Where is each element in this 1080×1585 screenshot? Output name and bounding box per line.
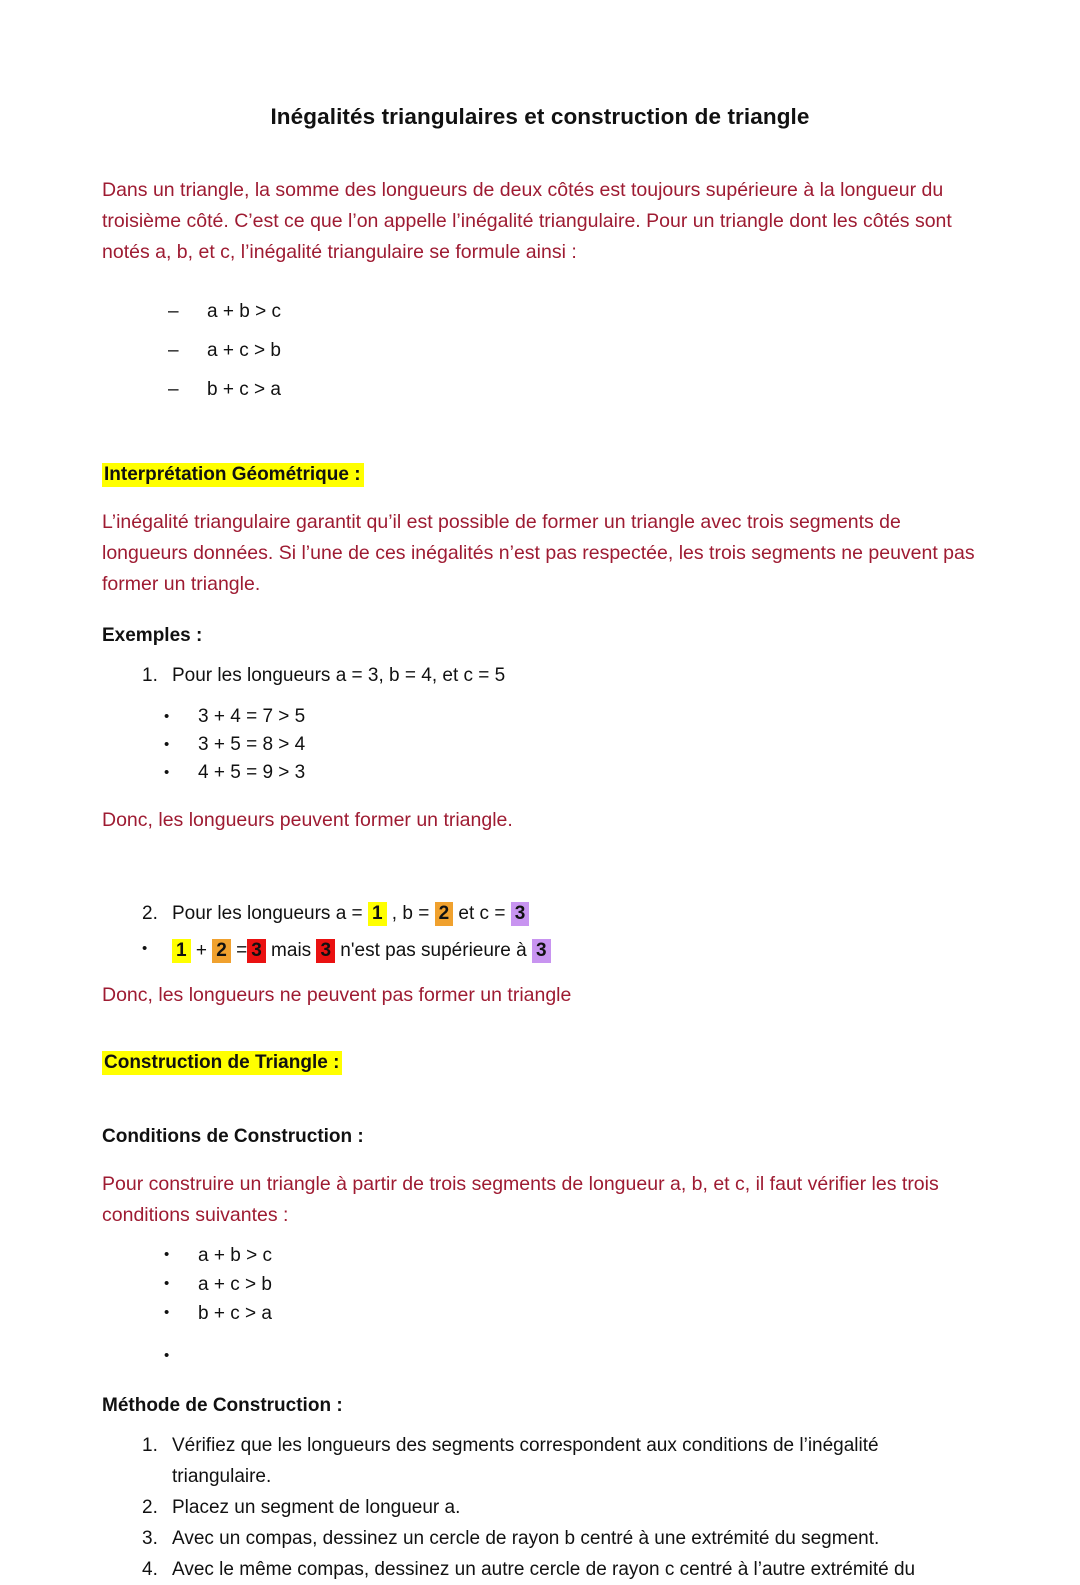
bullet-marker: • (164, 1304, 170, 1321)
examples-label: Exemples : (102, 625, 203, 646)
bullet-marker: • (164, 764, 170, 781)
check-op-plus: + (190, 940, 213, 961)
geometric-section (102, 461, 978, 1011)
list-item (168, 335, 978, 366)
check-op-eq: = (230, 940, 248, 961)
list-item-label: 3 + 4 = 7 > 5 (198, 706, 306, 727)
list-item (142, 1492, 978, 1523)
number-marker: 2. (142, 903, 158, 924)
list-item (142, 1554, 978, 1585)
example1-checks (164, 703, 978, 787)
number-marker: 1. (142, 1435, 158, 1456)
example2-label (172, 898, 978, 929)
method-steps-list (142, 1430, 978, 1585)
check-value-5: 3 (532, 939, 551, 963)
bullet-marker: • (142, 940, 148, 957)
list-item-label: Avec le même compas, dessinez un autre cercle de rayon c centré à l’autre extrémité du (172, 1559, 916, 1580)
bullet-marker: • (164, 1246, 170, 1263)
conditions-list (164, 1241, 978, 1370)
list-item (142, 935, 978, 966)
list-item (164, 1241, 978, 1270)
example2-check-label (172, 935, 978, 966)
section-heading-construction-label: Construction de Triangle : (102, 1051, 342, 1075)
conditions-heading: Conditions de Construction : (102, 1126, 364, 1147)
example2-list (142, 898, 978, 929)
list-item (142, 660, 978, 691)
bullet-marker: • (164, 1347, 170, 1364)
list-item-label: a + b > c (207, 301, 281, 322)
list-item-label: Avec un compas, dessinez un cercle de rayon b centré à une extrémité du segment. (172, 1528, 880, 1549)
example1-label: Pour les longueurs a = 3, b = 4, et c = 5 (172, 665, 506, 686)
example2-lead: Pour les longueurs a = (172, 903, 368, 924)
bullet-marker: • (164, 736, 170, 753)
list-item-label: a + b > c (198, 1245, 272, 1266)
section-heading-geometric (102, 461, 978, 489)
number-marker: 4. (142, 1559, 158, 1580)
example2-check (142, 935, 978, 966)
bullet-marker: • (164, 1275, 170, 1292)
value-a-highlight: 1 (368, 902, 387, 926)
list-item (168, 296, 978, 327)
check-value-2: 2 (212, 939, 231, 963)
number-marker: 3. (142, 1528, 158, 1549)
document-content (102, 0, 978, 1585)
construction-section (102, 1049, 978, 1585)
list-item (164, 731, 978, 759)
list-item-label: 4 + 5 = 9 > 3 (198, 762, 306, 783)
example2-mid1: , b = (386, 903, 435, 924)
list-item-label: Placez un segment de longueur a. (172, 1497, 461, 1518)
examples-list (142, 660, 978, 691)
bullet-marker: • (164, 708, 170, 725)
section-heading-construction (102, 1049, 978, 1077)
example2-mid2: et c = (453, 903, 511, 924)
list-item (142, 1430, 978, 1492)
dash-marker: – (168, 340, 179, 361)
section-heading-geometric-label: Interprétation Géométrique : (102, 463, 364, 487)
number-marker: 1. (142, 665, 158, 686)
list-item-label: 3 + 5 = 8 > 4 (198, 734, 306, 755)
list-item (142, 1523, 978, 1554)
dash-marker: – (168, 301, 179, 322)
list-item-label: a + c > b (198, 1274, 272, 1295)
check-tail: n'est pas supérieure à (335, 940, 532, 961)
example1-conclusion: Donc, les longueurs peuvent former un triangle. (102, 809, 513, 831)
value-b-highlight: 2 (435, 902, 454, 926)
method-heading: Méthode de Construction : (102, 1395, 343, 1416)
page-title: Inégalités triangulaires et construction de triangle (270, 104, 810, 129)
check-value-3: 3 (247, 939, 266, 963)
intro-paragraph: Dans un triangle, la somme des longueurs de deux côtés est toujours supérieure à la longueur du troisième côté. C’est ce que l’on appelle l’inégalité triangulaire. Pour un triangle dont les côtés sont notés a, b, et c, l’inégalité triangulaire se formule ainsi : (102, 179, 952, 263)
check-value-4: 3 (316, 939, 335, 963)
dash-marker: – (168, 379, 179, 400)
conditions-paragraph: Pour construire un triangle à partir de trois segments de longueur a, b, et c, il faut vérifier les trois conditions suivantes : (102, 1173, 939, 1226)
list-item (168, 374, 978, 405)
geometric-paragraph: L’inégalité triangulaire garantit qu’il est possible de former un triangle avec trois segments de longueurs données. Si l’une de ces inégalités n’est pas respectée, les trois segments ne peuvent pas former un triangle. (102, 511, 975, 595)
inequality-list (168, 296, 978, 405)
value-c-highlight: 3 (511, 902, 530, 926)
list-item (164, 1299, 978, 1328)
list-item (164, 703, 978, 731)
list-item (164, 1270, 978, 1299)
list-item (164, 759, 978, 787)
list-item-label: b + c > a (198, 1303, 272, 1324)
check-mid: mais (265, 940, 317, 961)
check-value-1: 1 (172, 939, 191, 963)
list-item-empty (164, 1342, 978, 1370)
list-item-label: b + c > a (207, 379, 281, 400)
example2-conclusion: Donc, les longueurs ne peuvent pas former un triangle (102, 984, 572, 1006)
number-marker: 2. (142, 1497, 158, 1518)
list-item-label: a + c > b (207, 340, 281, 361)
list-item-label: Vérifiez que les longueurs des segments correspondent aux conditions de l’inégalité triangulaire. (172, 1435, 879, 1487)
list-item (142, 898, 978, 929)
